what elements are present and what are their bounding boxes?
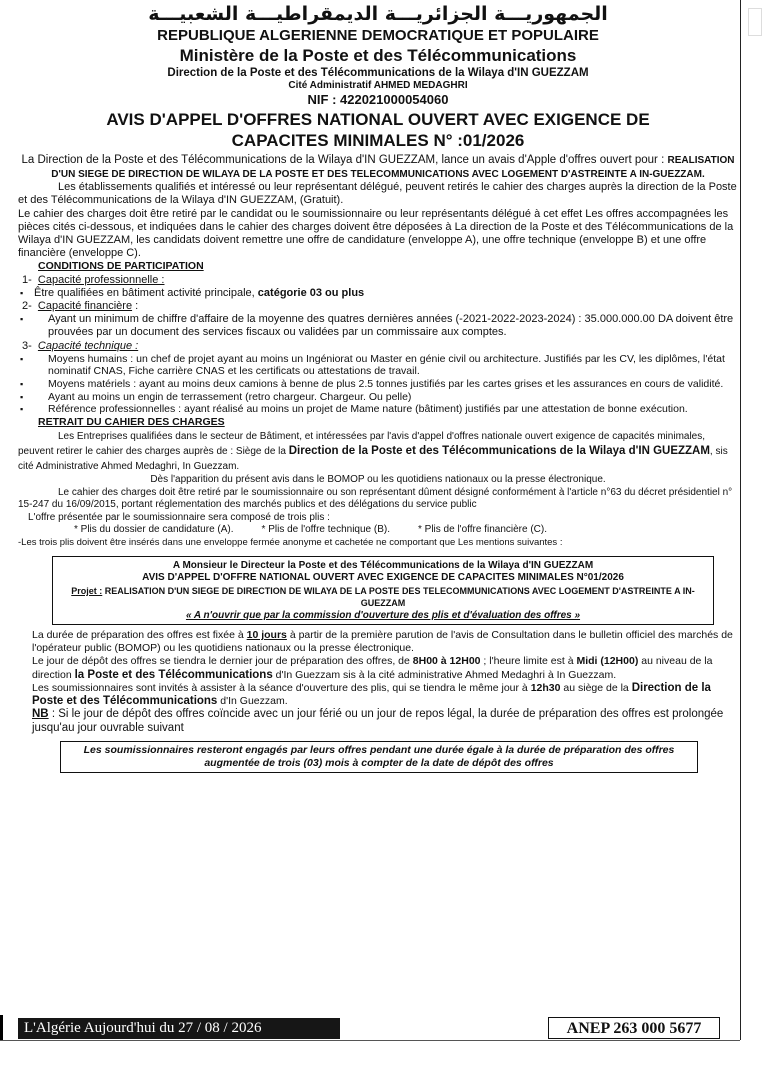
closing-p2d: Midi (12H00): [576, 655, 639, 668]
direction-line: Direction de la Poste et des Télécommunications de la Wilaya d'IN GUEZZAM: [167, 67, 589, 79]
envelope-projet: [59, 585, 707, 610]
closing-p1c: à partir de la première parution de l'avis de Consultation dans le bulletin officiel des marchés de l'opérateur public (BOMOP) ou les quotidiens nationaux ou la presse électronique.: [32, 629, 733, 655]
envelope-line-4: « A n'ouvrir que par la commission d'ouverture des plis et d'évaluation des offres »: [185, 609, 581, 621]
notice-title-line2: CAPACITES MINIMALES N° :01/2026: [231, 131, 525, 150]
republic-title: REPUBLIQUE ALGERIENNE DEMOCRATIQUE ET POPULAIRE: [157, 27, 599, 44]
nb-text: : Si le jour de dépôt des offres coïncide avec un jour férié ou un jour de repos légal, la durée de préparation des offres est prolongée jusqu'au jour ouvrable suivant: [32, 708, 724, 734]
page-right-rule: [740, 0, 741, 1040]
intro-text: La Direction de la Poste et des Télécommunications de la Wilaya d'IN GUEZZAM, lance un avais d'Apple d'offres ouvert pour :: [21, 154, 668, 166]
notice-body: [18, 154, 738, 773]
list-item: ▪ Ayant un minimum de chiffre d'affaire de la moyenne des quatres dernières années (-2021-2022-2023-2024) : 35.000.000.00 DA doivent être prouvées par un document des services fiscaux ou validées par un commissaire aux comptes.: [18, 313, 738, 339]
closing-paragraph-1: [32, 629, 738, 655]
condition-2-title: Capacité financière: [37, 300, 133, 313]
condition-3-title: Capacité technique :: [37, 339, 139, 352]
condition-1-list: [18, 287, 738, 300]
closing-p2e: au niveau de la direction: [32, 655, 713, 681]
closing-p3b: 12h30: [530, 681, 561, 694]
closing-p1b: 10 jours: [246, 629, 287, 642]
closing-nb: [32, 708, 738, 735]
list-item: ▪ Moyens matériels : ayant au moins deux camions à benne de plus 2.5 tonnes justifiés par les cartes grises et les assurances en cours de validité.: [18, 378, 738, 391]
closing-p3d: Direction de la Poste et des Télécommunications: [32, 681, 711, 708]
intro-paragraph-2: Les établissements qualifiés et intéressé ou leur représentant délégué, peuvent retirés le cahier des charges auprès la direction de la Poste et des Télécommunications de la Wilaya d'IN GUEZZAM, (Gratuit).: [18, 181, 737, 207]
condition-1-item-bold: catégorie 03 ou plus: [257, 286, 365, 299]
plis-list: [18, 524, 738, 537]
closing-p2b: 8H00 à 12H00: [412, 655, 481, 668]
closing-paragraph-2: [32, 655, 738, 681]
intro-paragraph: [18, 154, 738, 181]
tender-notice-page: [18, 0, 738, 1040]
nif-line: NIF : 422021000054060: [307, 92, 449, 107]
condition-1-item-text: Être qualifiées en bâtiment activité principale,: [34, 286, 258, 299]
condition-2-number: 2-: [22, 300, 32, 313]
scan-edge-mark: [748, 8, 762, 36]
retrait-heading: RETRAIT DU CAHIER DES CHARGES: [38, 415, 225, 428]
closing-p3c: au siège de la: [560, 681, 632, 694]
conditions-heading: CONDITIONS DE PARTICIPATION: [38, 260, 204, 273]
cite-line: Cité Administratif AHMED MEDAGHRI: [288, 80, 468, 91]
condition-3: [18, 340, 738, 353]
page-corner-mark: [0, 1015, 3, 1040]
ministry-title: Ministère de la Poste et des Télécommunications: [179, 46, 577, 65]
engagement-box: Les soumissionnaires resteront engagés par leurs offres pendant une durée égale à la durée de préparation des offres augmentée de trois (03) mois à compter de la date de dépôt des offres: [60, 741, 698, 773]
closing-p1a: La durée de préparation des offres est fixée à: [32, 629, 247, 642]
condition-3-list: [18, 353, 738, 416]
envelope-projet-label: Projet :: [71, 585, 103, 596]
condition-3-number: 3-: [22, 339, 32, 352]
envelope-mention-box: [52, 556, 714, 626]
plis-item: * Plis de l'offre financière (C).: [418, 524, 547, 536]
publication-footer: L'Algérie Aujourd'hui du 27 / 08 / 2026: [18, 1018, 340, 1039]
closing-paragraph-3: [32, 682, 738, 708]
anep-reference: ANEP 263 000 5677: [548, 1017, 720, 1039]
closing-p3a: Les soumissionnaires sont invités à assister à la séance d'ouverture des plis, qui se tiendra le même jour à: [32, 681, 531, 694]
notice-title: [18, 109, 738, 151]
plis-item: * Plis du dossier de candidature (A).: [74, 524, 234, 536]
list-item: ▪ Moyens humains : un chef de projet ayant au moins un Ingéniorat ou Master en génie civil ou architecture. Justifiés par les CV, les diplômes, l'état nominatif CNAS, Fiche carrière CNAS et les certificats ou attestations de travail.: [18, 353, 738, 378]
list-item: ▪ Référence professionnelles : ayant réalisé au moins un projet de Mame nature (bâtiment) justifiés par une attestation de bonne exécution.: [18, 403, 738, 416]
closing-section: [18, 629, 738, 735]
retrait-paragraph-5: -Les trois plis doivent être insérés dans une enveloppe fermée anonyme et cachetée ne comportant que Les mentions suivantes :: [18, 536, 563, 548]
envelope-line-2: AVIS D'APPEL D'OFFRE NATIONAL OUVERT AVEC EXIGENCE DE CAPACITES MINIMALES N°01/2026: [142, 572, 624, 584]
condition-2-list: [18, 313, 738, 339]
envelope-line-1: A Monsieur le Directeur la Poste et des Télécommunications de la Wilaya d'IN GUEZZAM: [172, 559, 594, 571]
condition-2: [18, 300, 738, 313]
intro-object: REALISATION D'UN SIEGE DE DIRECTION DE WILAYA DE LA POSTE ET DES TELECOMMUNICATIONS AVEC LOGEMENT D'ASTREINTE A IN-GUEZZAM.: [51, 155, 735, 180]
nb-label: NB: [32, 708, 49, 721]
condition-1: [18, 274, 738, 287]
closing-p2g: d'In Guezzam sis à la cité administrative Ahmed Medaghri à In Guezzam.: [272, 668, 617, 681]
condition-1-number: 1-: [22, 273, 32, 286]
retrait-p1-text: Les Entreprises qualifiées dans le secteur de Bâtiment, et intéressées par l'avis d'appel d'offres nationale ouvert exigence de capacités minimales, peuvent retirer le cahier des charges auprès de : Siège de la: [18, 431, 706, 457]
list-item: [18, 287, 738, 300]
condition-2-suffix: :: [132, 300, 139, 313]
closing-p2c: ; l'heure limite est à: [480, 655, 577, 668]
closing-p3e: d'In Guezzam.: [217, 695, 288, 708]
retrait-paragraph-1: [18, 429, 738, 474]
envelope-projet-text: REALISATION D'UN SIEGE DE DIRECTION DE WILAYA DE LA POSTE DES TELECOMMUNICATIONS AVEC LOGEMENT D'ASTREINTE A IN-GUEZZAM: [102, 585, 695, 609]
retrait-p1-bold: Direction de la Poste et des Télécommunications de la Wilaya d'IN GUEZZAM: [288, 445, 710, 457]
arabic-republic-title: الجمهوريـــة الجزائريـــة الديمقراطيـــة الشعبيـــة: [148, 3, 608, 25]
page-bottom-rule: [0, 1040, 740, 1041]
retrait-paragraph-4: L'offre présentée par le soumissionnaire sera composé de trois plis :: [28, 511, 330, 523]
condition-1-title: Capacité professionnelle :: [37, 273, 165, 286]
retrait-p1-end: , sis cité Administrative Ahmed Medaghri, In Guezzam.: [18, 446, 728, 472]
intro-paragraph-3: Le cahier des charges doit être retiré par le candidat ou le soumissionnaire ou leur représentants délégué à cet effet Les offres accompagnées les pièces cités ci-dessous, et indiquées dans le cahier des charges doivent être déposées à La direction de la Poste et des Télécommunications de la Wilaya d'IN GUEZZAM, les candidats doivent remettre une offre de candidature (enveloppe A), une offre technique (enveloppe B) et une offre financière (enveloppe C).: [18, 207, 734, 260]
closing-p2a: Le jour de dépôt des offres se tiendra le dernier jour de préparation des offres, de: [32, 655, 413, 668]
retrait-paragraph-2: Dès l'apparition du présent avis dans le BOMOP ou les quotidiens nationaux ou la presse électronique.: [150, 474, 606, 485]
notice-title-line1: AVIS D'APPEL D'OFFRES NATIONAL OUVERT AVEC EXIGENCE DE: [106, 110, 650, 129]
closing-p2f: la Poste et des Télécommunications: [74, 668, 273, 681]
list-item: ▪ Ayant au moins un engin de terrassement (retro chargeur. Chargeur. Ou pelle): [18, 391, 738, 404]
plis-item: * Plis de l'offre technique (B).: [261, 524, 390, 536]
retrait-paragraph-3: Le cahier des charges doit être retiré par le soumissionnaire ou son représentant dûment désigné conformément à l'article n°63 du décret présidentiel n° 15-247 du 16/09/2015, portant réglementation des marchés publics et des délégations du service public: [18, 486, 733, 511]
